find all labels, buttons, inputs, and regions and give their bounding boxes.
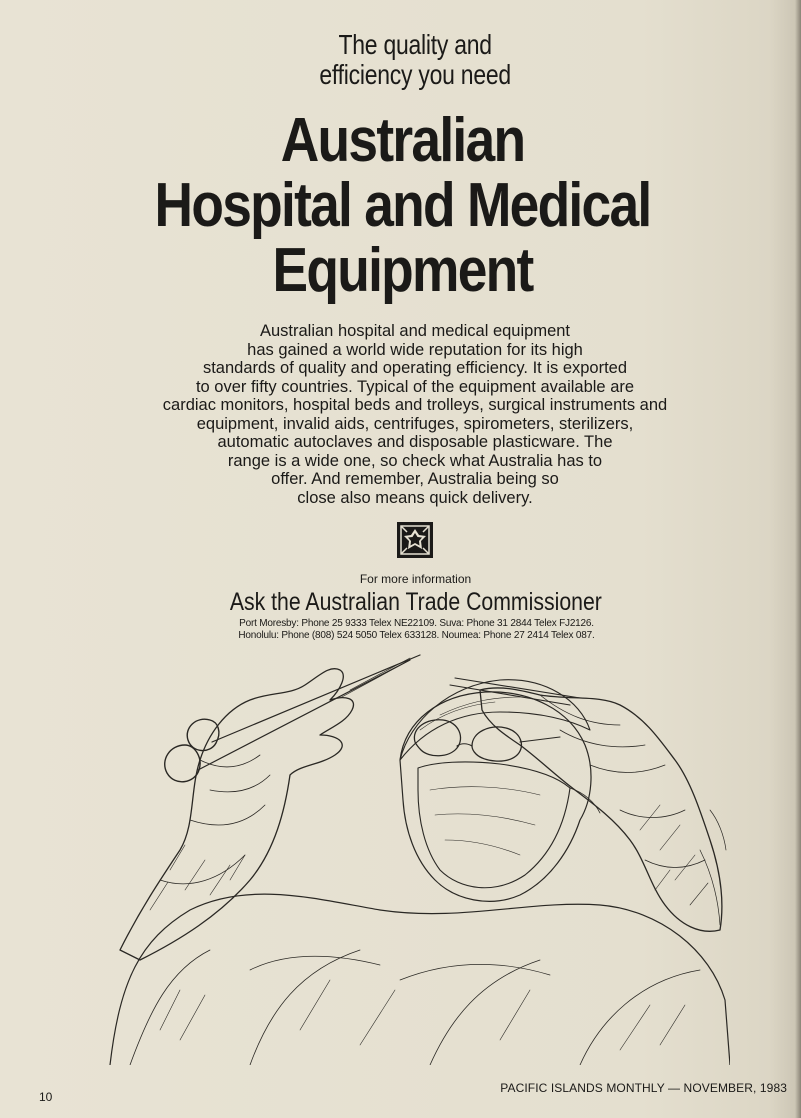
headline (0, 108, 801, 303)
headline-line-1: Australian (280, 106, 525, 175)
ask-trade-commissioner (0, 587, 801, 617)
body-line: to over fifty countries. Typical of the equipment available are (195, 377, 635, 396)
surgeon-with-scissors-illustration (100, 650, 730, 1065)
tagline-line-2: efficiency you need (319, 59, 511, 90)
headline-line-3: Equipment (272, 236, 533, 305)
page-edge-shadow (795, 0, 801, 1118)
contact-line-2: Honolulu: Phone (808) 524 5050 Telex 633128. Noumea: Phone 27 2414 Telex 087. (238, 630, 595, 641)
ask-trade-commissioner-text: Ask the Australian Trade Commissioner (229, 588, 602, 616)
contact-details (0, 618, 801, 642)
body-copy (120, 322, 710, 507)
body-line: cardiac monitors, hospital beds and trolleys, surgical instruments and (162, 396, 668, 414)
body-line: standards of quality and operating efficiency. It is exported (202, 359, 628, 377)
body-line: has gained a world wide reputation for its high (247, 340, 583, 359)
page-number: 10 (39, 1090, 53, 1104)
contact-line-1: Port Moresby: Phone 25 9333 Telex NE22109. Suva: Phone 31 2844 Telex FJ2126. (239, 618, 594, 629)
tagline-line-1: The quality and (338, 29, 492, 60)
headline-line-2: Hospital and Medical (154, 171, 651, 240)
more-info-label: For more information (359, 572, 472, 586)
body-line: equipment, invalid aids, centrifuges, spirometers, sterilizers, (196, 414, 634, 433)
australia-trade-logo-icon (397, 522, 433, 558)
tagline (77, 30, 734, 90)
magazine-footer: PACIFIC ISLANDS MONTHLY — NOVEMBER, 1983 (500, 1081, 787, 1095)
body-line: automatic autoclaves and disposable plasticware. The (217, 433, 613, 451)
body-line: range is a wide one, so check what Australia has to (227, 451, 603, 470)
body-line: close also means quick delivery. (297, 488, 533, 507)
body-line: Australian hospital and medical equipment (259, 322, 571, 340)
body-line: offer. And remember, Australia being so (271, 470, 559, 488)
